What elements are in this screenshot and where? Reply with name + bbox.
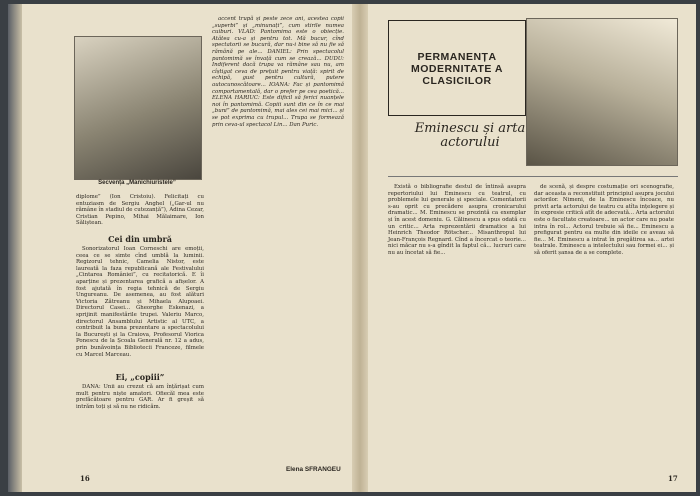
page-number-left: 16 bbox=[80, 474, 90, 483]
right-page bbox=[370, 10, 688, 486]
section-heading-1: Cei din umbră bbox=[108, 234, 172, 244]
left-col-body bbox=[76, 246, 204, 360]
stage-photo bbox=[74, 36, 202, 180]
dialogue-column: accent trupă și peste zece ani, acestea copii „superbi” și „minunați”, cum stirile numea cuiburi. VLAD: Pantomima este o obiecție. Atâtea cu-a și pentru tot. Mă bucur, cînd spectatorii se bucură, dar nu-i bine să nu fie să rămână pe ale... DANIEL: Prin spectacolul pantomimă se învață cum se crează... DUDU: Indiferent dacă trupa va rămâne sau nu, am cîștigat ceva de prețuit pentru viață: spirit de echipă, gust pentru cultură, putere autocunoscătoare... IOANA: Fac și pantomimă comportamentală, dar o prefer pe cea poetică... ELENA HARIUC: Este dificil să ferici nuanțele noi în pantomimă. Copiii sunt din ce în ce mai „buni” de pantomimă, mai ales cei mai mici... și se pot exprima cu trupul... Trupa se formează prin ceva-ul spectacol Lin... Dan Puric. bbox=[212, 16, 344, 128]
article-title: PERMANENȚA MODERNITATE A CLASICILOR bbox=[410, 51, 504, 87]
article-column-2: de scenă, și despre costumație ori scenografie, dar aceasta a reconstituit principiul asupra jocului actorilor. Nimeni, de la Eminescu încoace, nu privit arta actorului de teatru cu atîta ințelegere și în expresie critică atît de adecvată... Arta actorului este o facultate creatoare... un actor care nu poate intra în rol... Actorul trebuie să fie... Eminescu a prefigurat pentru ea multe din ideile ce aveau să fie... M. Eminescu a intrat în pregătirea sa... artei teatrale. Eminescu a intelectului sau formei ei... și să oferit șansa de a se complete. bbox=[534, 184, 674, 256]
magazine-spread bbox=[8, 4, 696, 492]
body-paragraph: Sonorizatorul Ioan Corneschi are emoții, ceea ce se simte cînd umblă la luminii. Regizorul tehnic, Camelia Nistor, este laureată la faza republicană ale Festivalului „Cintarea României”, cu recitatorică. E îi aparține și prezentarea grafică a afișelor. A fost ajutată în regia tehnică de Sergiu Ungureanu. De asemenea, au fost alături Victoria Zătreanu și Mihaela Alupoaei. Directorul Casei... Gheorghe Eskenazi, a sprijinit manifestările trupei. Valeriu Marco, directorul Ansamblului Artistic al UTC, a contribuit la buna prezentare a spectacolului la București și la Craiova, Profesorul Viorica Ponescu de la Școala Generală nr. 12 a adus, prin bunăvoința Bibliotecii Franceze, filmele cu Marcel Marceau. bbox=[76, 246, 204, 358]
right-col-1 bbox=[388, 184, 526, 258]
left-col-right bbox=[212, 16, 344, 130]
divider bbox=[388, 176, 678, 177]
dialogue-paragraph: DANA: Unii au crezut că am înțărișat cum mult pentru niște amatori. Ofiecăl mea este prefăcătoare pentru GAR. Ar fi greșit să intrăm toți și să nu ne ridicăm. bbox=[76, 384, 204, 410]
page-gutter bbox=[352, 4, 368, 492]
left-col-intro bbox=[76, 194, 204, 227]
binding-edge bbox=[8, 4, 22, 492]
left-page bbox=[30, 10, 350, 486]
article-column-1: Există o bibliografie destul de întinsă asupra repertoriului lui Eminescu cu teatrul, cu problemele lui generale și speciale. Comentatorii s-au oprit cu precădere asupra cronicarului dramatic... M. Eminescu se prezintă ca exemplar și în acest domeniu. G. Călinescu a spus odată cu un critic... Arta reprezentării dramatice a lui Heinrich Theodor Rötscher... Misanthropul lui Jean-François Regnard. Cînd a încercat o teorie... nici măcar nu s-a gîndit la faptul că... lucruri care nu au încetat să fie... bbox=[388, 184, 526, 256]
photo-caption: Secvența „Manichiuristele” bbox=[98, 180, 176, 186]
title-frame bbox=[388, 20, 526, 116]
right-col-2 bbox=[534, 184, 674, 258]
author-signature: Elena SFRANGEU bbox=[286, 466, 341, 473]
page-number-right: 17 bbox=[668, 474, 678, 483]
section-heading-2: Ei, „copiii” bbox=[115, 372, 165, 382]
portrait-photo bbox=[526, 18, 678, 166]
article-subtitle: Eminescu și arta actorului bbox=[414, 121, 526, 150]
left-col-dialogue bbox=[76, 384, 204, 412]
intro-text: diplome” (Ion Cristoiu). Felicitați cu entuziasm de Sergiu Anghel („Gar-ul nu rămâne în stadiul de cutezanță”), Adina Cezar, Cristian Pepino, Mihai Mălaimare, Ion Săliștean. bbox=[76, 194, 204, 227]
